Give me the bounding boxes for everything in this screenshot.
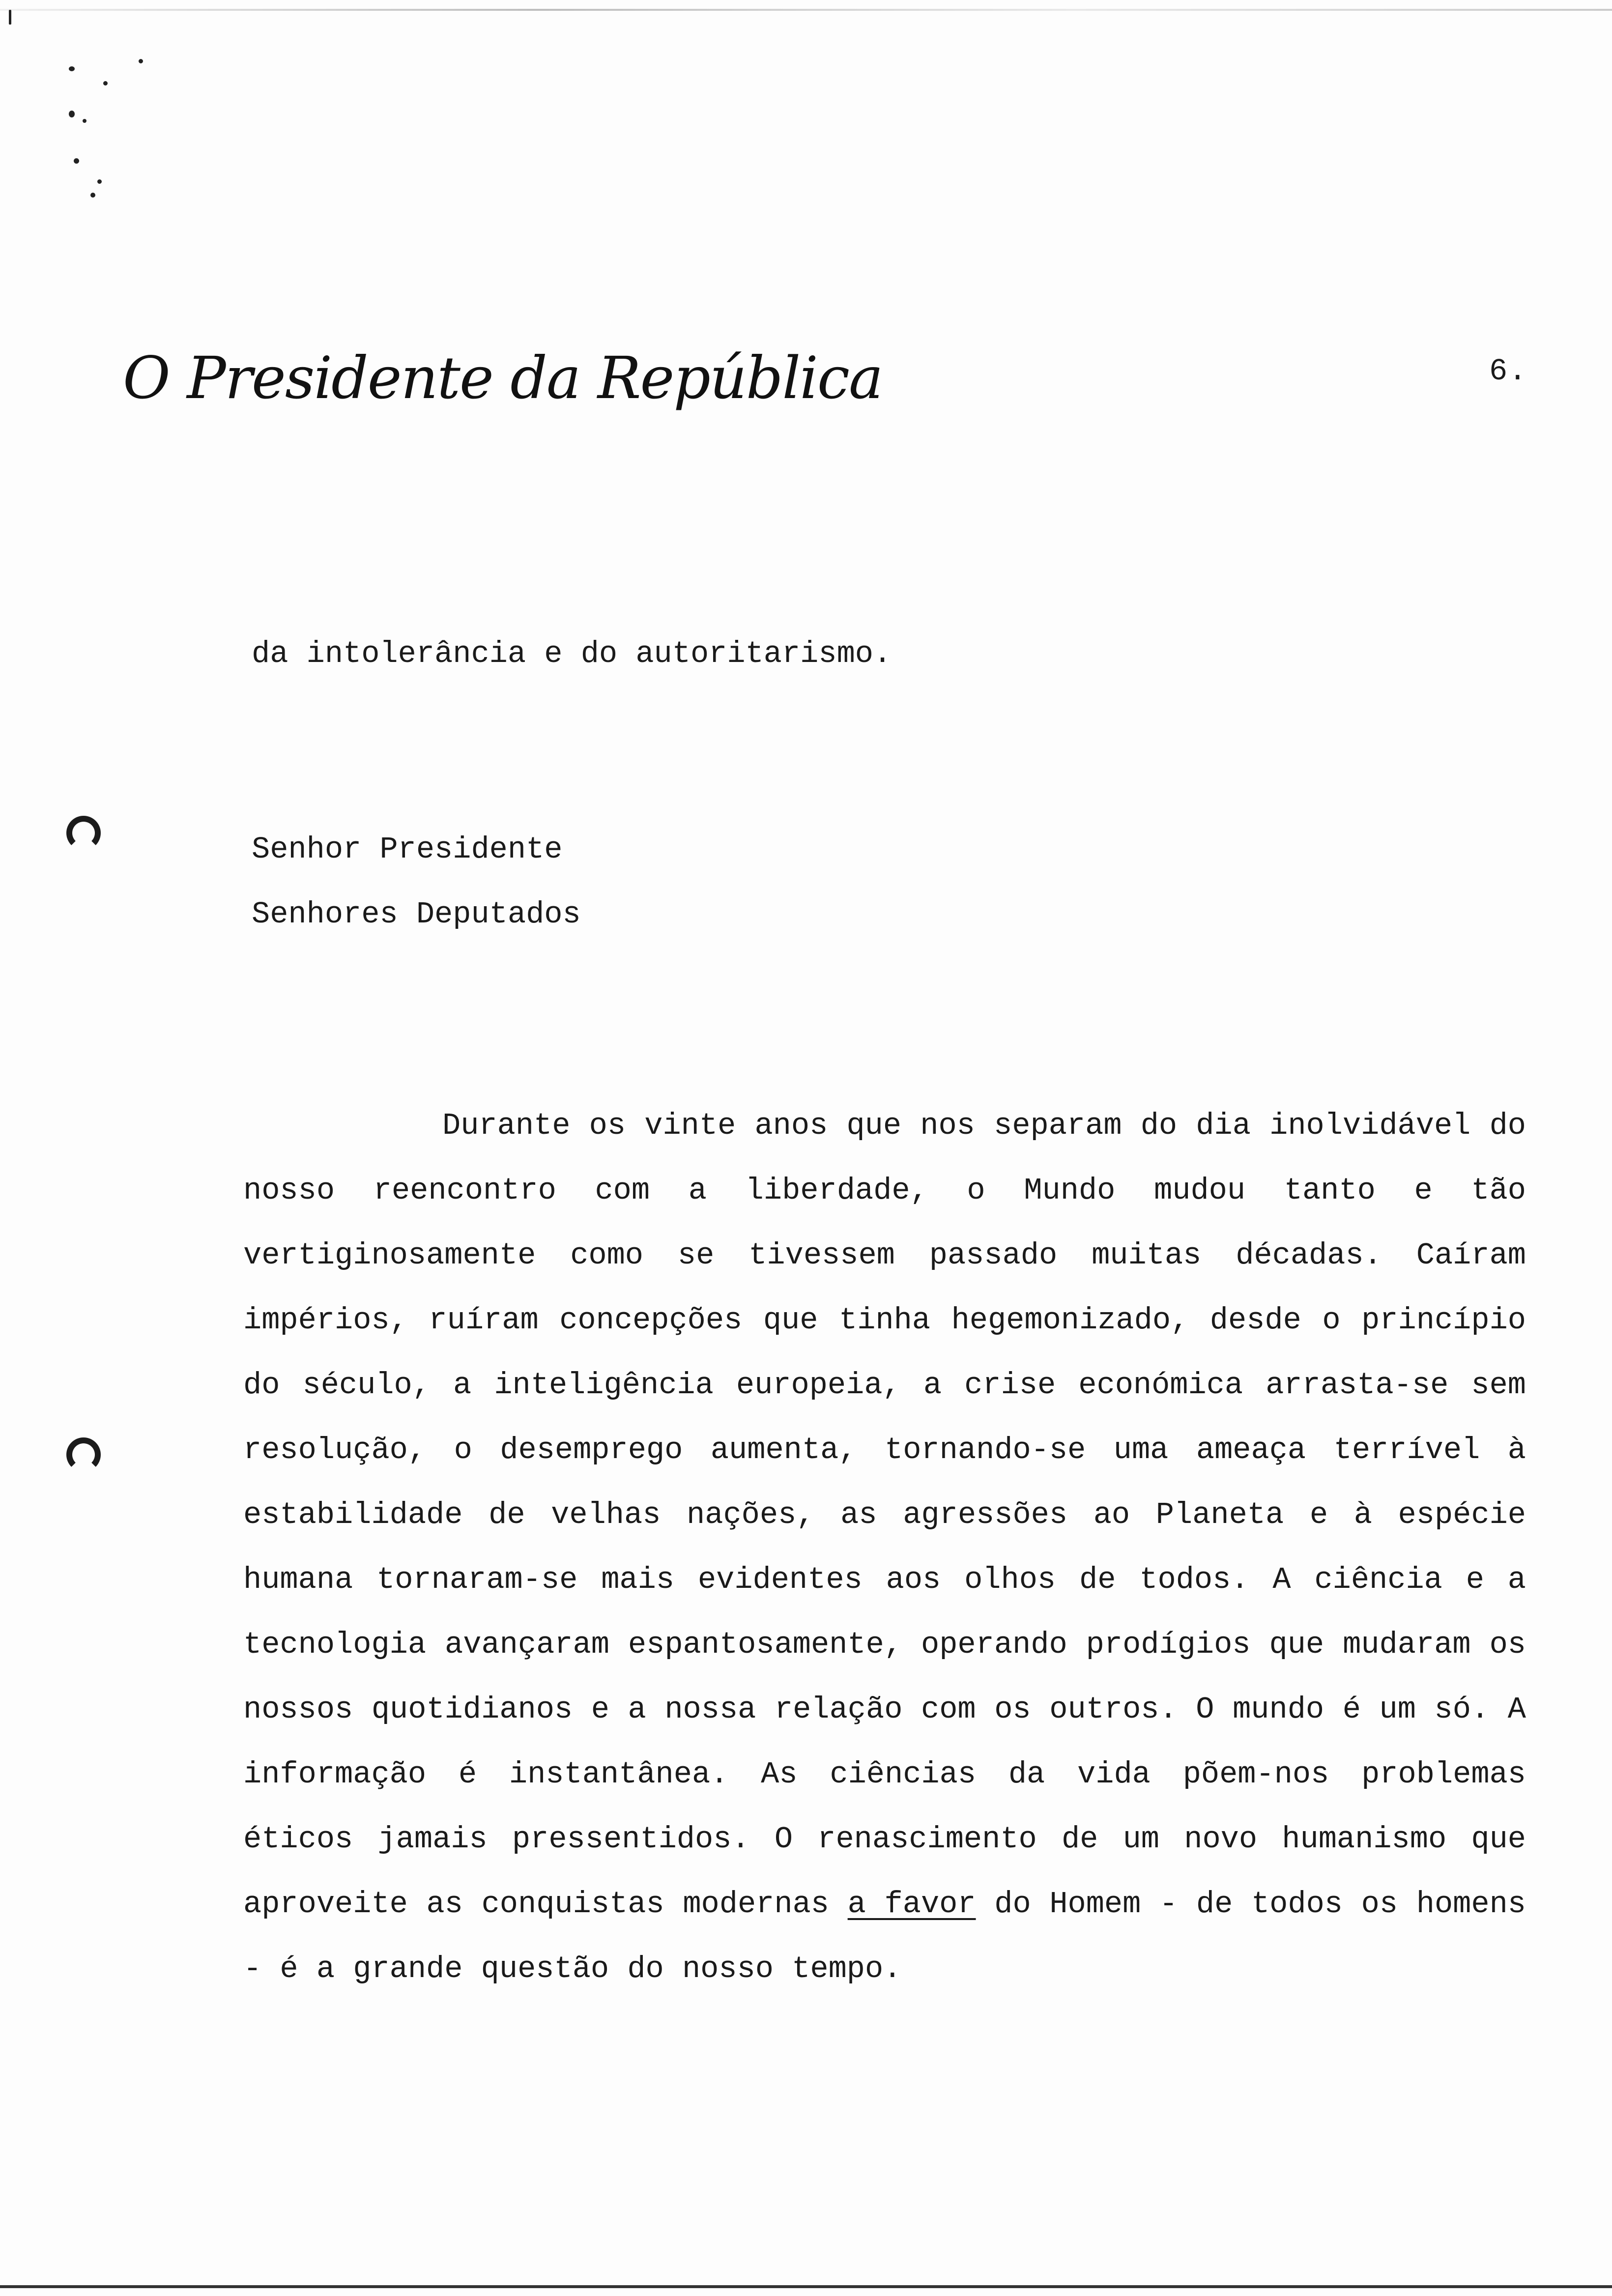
scan-bottom-edge	[0, 2285, 1612, 2288]
letterhead-script-image	[118, 339, 883, 428]
punch-hole	[66, 816, 101, 850]
scan-speck	[74, 158, 79, 164]
salutation-line-2: Senhores Deputados	[252, 897, 581, 932]
svg-text:O Presidente da República: O Presidente da República	[123, 344, 883, 412]
scan-speck	[83, 119, 86, 123]
salutation-line-1: Senhor Presidente	[252, 832, 563, 867]
scan-speck	[103, 81, 108, 86]
scan-speck	[97, 179, 102, 184]
body-paragraph	[243, 1093, 1526, 2002]
scan-speck	[90, 193, 95, 198]
letterhead	[118, 339, 883, 428]
scan-speck	[69, 66, 75, 71]
paragraph-text	[243, 1093, 1526, 2002]
scan-speck	[139, 59, 143, 63]
paragraph-text-before: Durante os vinte anos que nos separam do dia inolvidável do nosso reencontro com a liberdade, o Mundo mudou tanto e tão vertiginosamente como se tivessem passado muitas décadas. Caíram impérios, ruíram concepções que tinha hegemonizado, desde o princípio do século, a inteligência europeia, a crise económica arrasta-se sem resolução, o desemprego aumenta, tornando-se uma ameaça terrível à estabilidade de velhas nações, as agressões ao Planeta e à espécie humana tornaram-se mais evidentes aos olhos de todos. A ciência e a tecnologia avançaram espantosamente, operando prodígios que mudaram os nossos quotidianos e a nossa relação com os outros. O mundo é um só. A informação é instantânea. As ciências da vida põem-nos problemas éticos jamais pressentidos. O renascimento de um novo humanismo que aproveite as conquistas modernas	[243, 1108, 1526, 1922]
scan-speck	[69, 111, 75, 117]
punch-hole	[66, 1437, 101, 1472]
paragraph-text-after: do Homem - de todos os homens - é a grande questão do nosso tempo.	[243, 1887, 1526, 1986]
page-number: 6.	[1489, 354, 1528, 389]
scan-speck	[9, 10, 11, 25]
underlined-phrase: a favor	[847, 1887, 976, 1922]
continuation-line: da intolerância e do autoritarismo.	[252, 636, 892, 671]
scan-top-edge	[0, 9, 1612, 11]
